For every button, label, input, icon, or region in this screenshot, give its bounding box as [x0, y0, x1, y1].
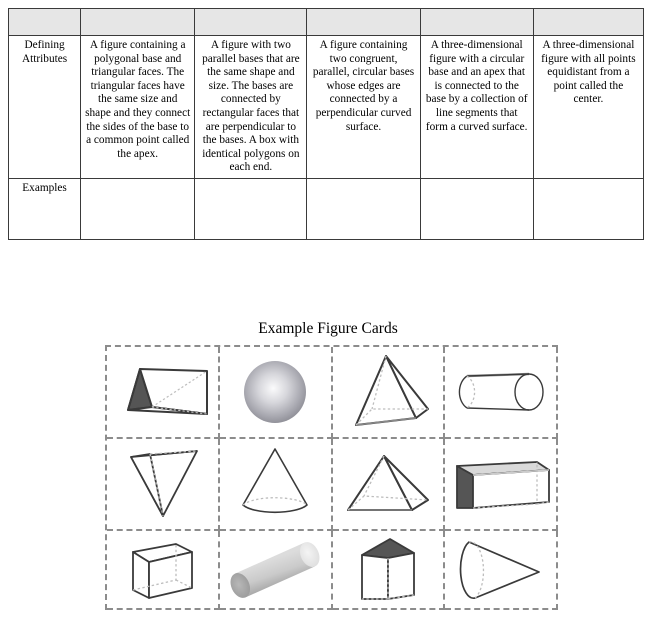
- cone-upright-icon: [232, 444, 318, 524]
- header-cell-cylinder: [307, 9, 420, 36]
- header-cell-label: [9, 9, 81, 36]
- examples-cell-cylinder[interactable]: [307, 178, 420, 239]
- figure-card[interactable]: [445, 531, 558, 610]
- square-pyramid-wide-icon: [338, 448, 438, 520]
- examples-cell-prism[interactable]: [195, 178, 307, 239]
- figure-card[interactable]: [107, 531, 220, 610]
- example-figure-cards-grid: [105, 345, 558, 610]
- row-label-defining-attributes: Defining Attributes: [9, 36, 81, 179]
- tetrahedron-inverted-icon: [119, 444, 205, 524]
- figure-card[interactable]: [220, 531, 333, 610]
- rectangular-prism-icon: [449, 452, 553, 516]
- triangular-prism-vertical-icon: [350, 533, 426, 607]
- table-row: [9, 36, 644, 179]
- defining-attribute-sphere: A three-dimensional figure with all points equidistant from a point called the center.: [533, 36, 643, 179]
- cone-sideways-icon: [453, 534, 549, 606]
- figure-card[interactable]: [445, 439, 558, 531]
- defining-attributes-table: [8, 8, 644, 240]
- square-pyramid-tall-icon: [340, 351, 436, 433]
- figure-card[interactable]: [333, 347, 446, 439]
- figure-card[interactable]: [220, 439, 333, 531]
- figure-card[interactable]: [107, 439, 220, 531]
- sphere-icon: [240, 357, 310, 427]
- figure-card[interactable]: [445, 347, 558, 439]
- triangular-prism-horizontal-icon: [108, 357, 216, 427]
- table-header-row: [9, 9, 644, 36]
- defining-attribute-cylinder: A figure containing two congruent, parallel, circular bases whose edges are connected by a perpendicular curved surface.: [307, 36, 420, 179]
- examples-cell-sphere[interactable]: [533, 178, 643, 239]
- defining-attribute-prism: A figure with two parallel bases that are the same shape and size. The bases are connected by rectangular faces that are perpendicular to the bases. A box with identical polygons on each end.: [195, 36, 307, 179]
- cylinder-horizontal-icon: [451, 361, 551, 423]
- examples-cell-pyramid[interactable]: [81, 178, 195, 239]
- defining-attributes-table-container: [8, 8, 644, 240]
- examples-cell-cone[interactable]: [420, 178, 533, 239]
- figure-card[interactable]: [333, 439, 446, 531]
- defining-attribute-pyramid: A figure containing a polygonal base and triangular faces. The triangular faces have the same size and shape and they connect the sides of the base to a common point called the apex.: [81, 36, 195, 179]
- figure-card[interactable]: [107, 347, 220, 439]
- example-figure-cards-title: Example Figure Cards: [258, 320, 398, 337]
- header-cell-cone: [420, 9, 533, 36]
- figure-card[interactable]: [220, 347, 333, 439]
- figure-card[interactable]: [333, 531, 446, 610]
- cube-icon: [124, 536, 200, 604]
- header-cell-prism: [195, 9, 307, 36]
- cylinder-diagonal-shaded-icon: [221, 537, 329, 603]
- table-row: [9, 178, 644, 239]
- row-label-examples: Examples: [9, 178, 81, 239]
- defining-attribute-cone: A three-dimensional figure with a circular base and an apex that is connected to the base by a collection of line segments that form a curved surface.: [420, 36, 533, 179]
- header-cell-sphere: [533, 9, 643, 36]
- header-cell-pyramid: [81, 9, 195, 36]
